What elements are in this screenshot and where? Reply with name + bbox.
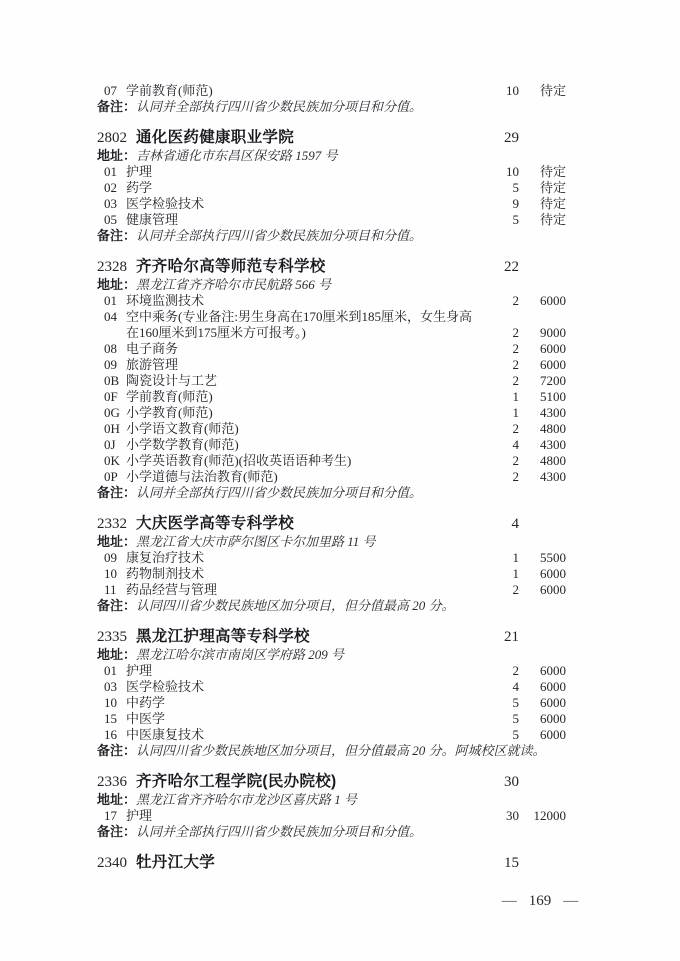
school-header (97, 514, 566, 534)
school-plan-count: 29 (504, 130, 519, 146)
major-fee: 12000 (533, 808, 566, 823)
school-plan-count: 30 (504, 774, 519, 790)
address-row (97, 148, 566, 164)
address-label: 地址： (97, 148, 137, 163)
major-plan-count: 2 (512, 341, 519, 356)
remark-text: 认同并全部执行四川省少数民族加分项目和分值。 (136, 824, 423, 839)
address-row (97, 792, 566, 808)
major-name: 小学道德与法治教育(师范) (126, 469, 278, 484)
major-fee: 6000 (540, 727, 566, 742)
remark-text: 认同四川省少数民族地区加分项目，但分值最高 20 分。 (136, 598, 455, 613)
major-name: 药品经营与管理 (126, 582, 218, 597)
major-row (97, 212, 566, 228)
major-code: 0K (104, 453, 120, 468)
major-row (97, 582, 566, 598)
major-plan-count: 1 (512, 566, 519, 581)
major-fee: 4300 (540, 469, 566, 484)
major-fee: 6000 (540, 357, 566, 372)
address-label: 地址： (97, 792, 137, 807)
major-fee: 6000 (540, 663, 566, 678)
address-row (97, 534, 566, 550)
major-plan-count: 2 (512, 357, 519, 372)
remark-text: 认同四川省少数民族地区加分项目，但分值最高 20 分。阿城校区就读。 (136, 743, 546, 758)
remark-text: 认同并全部执行四川省少数民族加分项目和分值。 (136, 485, 423, 500)
major-row (97, 83, 566, 99)
major-name: 药学 (126, 180, 153, 195)
major-name: 小学教育(师范) (126, 405, 213, 420)
address-text: 吉林省通化市东昌区保安路 1597 号 (136, 148, 338, 163)
major-plan-count: 5 (512, 727, 519, 742)
major-fee: 待定 (539, 212, 566, 227)
major-row (97, 695, 566, 711)
major-fee: 7200 (540, 373, 566, 388)
major-code: 03 (104, 679, 117, 694)
remark-label: 备注： (97, 743, 137, 758)
major-code: 07 (104, 83, 117, 98)
major-fee: 待定 (539, 164, 566, 179)
major-fee: 9000 (540, 325, 566, 340)
major-plan-count: 2 (512, 421, 519, 436)
major-name: 医学检验技术 (126, 196, 205, 211)
major-plan-count: 1 (512, 405, 519, 420)
major-plan-count: 5 (512, 711, 519, 726)
major-code: 17 (104, 808, 117, 823)
address-label: 地址： (97, 647, 137, 662)
major-code: 09 (104, 550, 117, 565)
major-name: 电子商务 (126, 341, 179, 356)
major-row (97, 421, 566, 437)
major-row (97, 663, 566, 679)
major-code: 11 (104, 582, 117, 597)
school-plan-count: 21 (504, 629, 519, 645)
major-plan-count: 5 (512, 212, 519, 227)
major-code: 15 (104, 711, 117, 726)
major-code: 0G (104, 405, 120, 420)
major-row (97, 808, 566, 824)
major-row (97, 437, 566, 453)
school-plan-count: 4 (511, 516, 519, 532)
major-name: 中药学 (126, 695, 166, 710)
address-label: 地址： (97, 534, 137, 549)
school-plan-count: 15 (504, 855, 519, 871)
major-name: 旅游管理 (126, 357, 179, 372)
footer-left-dash: — (501, 893, 517, 909)
major-plan-count: 2 (512, 663, 519, 678)
major-row (97, 711, 566, 727)
school-header (97, 772, 566, 792)
remark-row (97, 598, 566, 614)
major-name: 小学英语教育(师范)(招收英语语种考生) (126, 453, 352, 468)
major-name: 中医学 (126, 711, 166, 726)
major-row (97, 550, 566, 566)
major-code: 0F (104, 389, 118, 404)
major-fee: 待定 (539, 196, 566, 211)
major-fee: 6000 (540, 582, 566, 597)
address-row (97, 277, 566, 293)
address-text: 黑龙江省齐齐哈尔市龙沙区喜庆路 1 号 (136, 792, 358, 807)
major-name: 康复治疗技术 (126, 550, 205, 565)
major-code: 02 (104, 180, 117, 195)
major-code: 0P (104, 469, 118, 484)
school-name: 牡丹江大学 (136, 854, 216, 871)
major-code: 08 (104, 341, 117, 356)
major-code: 0J (104, 437, 116, 452)
major-fee: 6000 (540, 695, 566, 710)
remark-text: 认同并全部执行四川省少数民族加分项目和分值。 (136, 99, 423, 114)
major-name: 环境监测技术 (126, 293, 205, 308)
school-name: 通化医药健康职业学院 (136, 129, 295, 146)
major-fee: 4300 (540, 405, 566, 420)
major-name: 小学数学教育(师范) (126, 437, 239, 452)
major-plan-count: 10 (506, 164, 519, 179)
major-code: 0H (104, 421, 120, 436)
remark-row (97, 743, 566, 759)
major-code: 01 (104, 293, 117, 308)
major-name: 小学语文教育(师范) (126, 421, 239, 436)
page-number: 169 (528, 893, 552, 909)
major-name: 医学检验技术 (126, 679, 205, 694)
major-row (97, 357, 566, 373)
address-row (97, 647, 566, 663)
major-code: 10 (104, 566, 117, 581)
major-fee: 4300 (540, 437, 566, 452)
school-section-2802 (97, 128, 566, 244)
major-plan-count: 30 (506, 808, 519, 823)
major-fee: 待定 (539, 83, 566, 98)
remark-row (97, 485, 566, 501)
remark-row (97, 228, 566, 244)
major-fee: 待定 (539, 180, 566, 195)
school-name: 齐齐哈尔工程学院(民办院校) (136, 773, 337, 790)
major-name: 护理 (126, 663, 153, 678)
major-plan-count: 1 (512, 389, 519, 404)
footer-right-dash: — (563, 893, 579, 909)
major-row (97, 389, 566, 405)
remark-label: 备注： (97, 824, 137, 839)
school-header (97, 257, 566, 277)
major-row (97, 196, 566, 212)
major-name: 学前教育(师范) (126, 389, 213, 404)
major-fee: 4800 (540, 453, 566, 468)
major-fee: 4800 (540, 421, 566, 436)
major-fee: 6000 (540, 293, 566, 308)
school-section-2328 (97, 257, 566, 501)
address-text: 黑龙江省大庆市萨尔图区卡尔加里路 11 号 (136, 534, 376, 549)
school-code: 2340 (97, 855, 127, 871)
major-code: 09 (104, 357, 117, 372)
address-label: 地址： (97, 277, 137, 292)
major-row (97, 727, 566, 743)
remark-label: 备注： (97, 99, 137, 114)
school-name: 黑龙江护理高等专科学校 (136, 628, 310, 645)
major-code: 16 (104, 727, 117, 742)
major-plan-count: 4 (512, 679, 519, 694)
major-code: 01 (104, 164, 117, 179)
major-plan-count: 4 (512, 437, 519, 452)
major-row (97, 566, 566, 582)
major-name: 陶瓷设计与工艺 (126, 373, 218, 388)
school-code: 2802 (97, 130, 127, 146)
school-code: 2336 (97, 774, 127, 790)
major-fee: 6000 (540, 566, 566, 581)
school-name: 大庆医学高等专科学校 (136, 515, 295, 532)
major-plan-count: 2 (512, 325, 519, 340)
major-plan-count: 2 (512, 453, 519, 468)
major-code: 01 (104, 663, 117, 678)
major-row (97, 180, 566, 196)
major-plan-count: 9 (512, 196, 519, 211)
major-row (97, 453, 566, 469)
school-header (97, 627, 566, 647)
school-plan-count: 22 (504, 259, 519, 275)
major-fee: 5100 (540, 389, 566, 404)
school-header (97, 853, 566, 873)
address-text: 黑龙江省齐齐哈尔市民航路 566 号 (136, 277, 332, 292)
major-plan-count: 5 (512, 180, 519, 195)
remark-label: 备注： (97, 228, 137, 243)
major-code: 03 (104, 196, 117, 211)
major-row (97, 405, 566, 421)
major-name: 护理 (126, 164, 153, 179)
major-row (97, 164, 566, 180)
school-code: 2332 (97, 516, 127, 532)
major-plan-count: 10 (506, 83, 519, 98)
major-code: 04 (104, 309, 117, 324)
major-name: 中医康复技术 (126, 727, 205, 742)
major-fee: 5500 (540, 550, 566, 565)
major-plan-count: 2 (512, 293, 519, 308)
major-row (97, 469, 566, 485)
remark-label: 备注： (97, 485, 137, 500)
remark-row (97, 824, 566, 840)
major-plan-count: 2 (512, 469, 519, 484)
remark-text: 认同并全部执行四川省少数民族加分项目和分值。 (136, 228, 423, 243)
major-fee: 6000 (540, 679, 566, 694)
major-plan-count: 2 (512, 373, 519, 388)
school-header (97, 128, 566, 148)
major-code: 0B (104, 373, 120, 388)
major-row (97, 373, 566, 389)
major-plan-count: 2 (512, 582, 519, 597)
major-row (97, 309, 566, 341)
school-name: 齐齐哈尔高等师范专科学校 (136, 258, 326, 275)
major-plan-count: 1 (512, 550, 519, 565)
major-name: 空中乘务(专业备注:男生身高在170厘米到185厘米，女生身高在160厘米到175厘米方可报考。) (126, 309, 472, 340)
school-section-2335 (97, 627, 566, 759)
major-row (97, 679, 566, 695)
page-footer (460, 893, 620, 910)
major-name: 健康管理 (126, 212, 179, 227)
school-section-2336 (97, 772, 566, 840)
admission-plan-list (97, 83, 566, 873)
school-code: 2335 (97, 629, 127, 645)
major-row (97, 293, 566, 309)
remark-row (97, 99, 566, 115)
major-code: 05 (104, 212, 117, 227)
major-fee: 6000 (540, 711, 566, 726)
major-fee: 6000 (540, 341, 566, 356)
major-name: 护理 (126, 808, 153, 823)
school-code: 2328 (97, 259, 127, 275)
major-name: 学前教育(师范) (126, 83, 213, 98)
address-text: 黑龙江哈尔滨市南岗区学府路 209 号 (136, 647, 345, 662)
major-plan-count: 5 (512, 695, 519, 710)
major-code: 10 (104, 695, 117, 710)
major-name: 药物制剂技术 (126, 566, 205, 581)
school-section-partial (97, 83, 566, 115)
major-row (97, 341, 566, 357)
school-section-2340 (97, 853, 566, 873)
remark-label: 备注： (97, 598, 137, 613)
school-section-2332 (97, 514, 566, 614)
